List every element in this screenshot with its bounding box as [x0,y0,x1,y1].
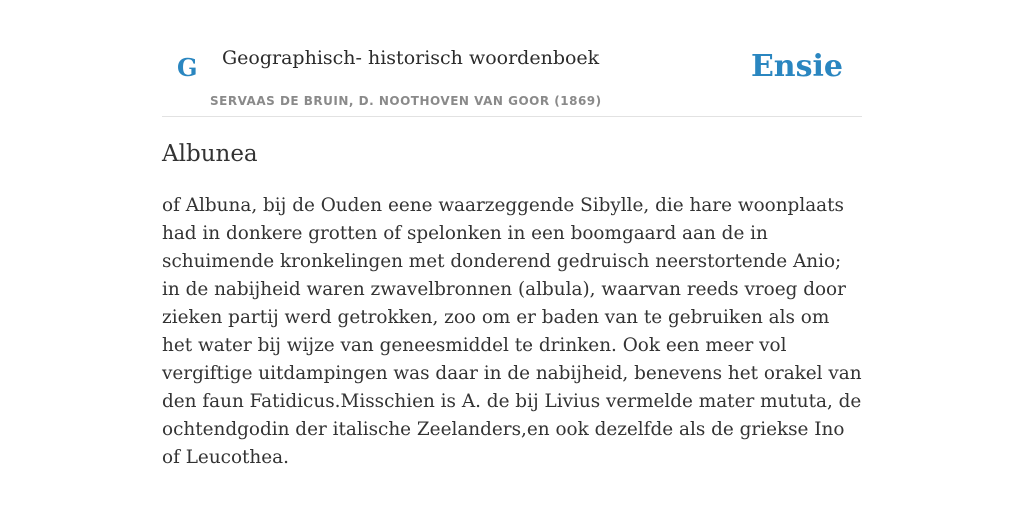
ensie-logo-link[interactable]: Ensie [750,49,843,84]
book-authors: SERVAAS DE BRUIN, D. NOOTHOVEN VAN GOOR (1869) [210,94,602,108]
book-title-link[interactable]: Geographisch- historisch woordenboek [222,47,600,69]
page [162,0,862,468]
book-header [162,0,862,117]
entry-text: of Albuna, bij de Ouden eene waarzeggende Sibylle, die hare woonplaats had in donkere grotten of spelonken in een boomgaard aan de in schuimende kronkelingen met donderend gedruisch neerstortende Anio; in de nabijheid waren zwavelbronnen (albula), waarvan reeds vroeg door zieken partij werd getrokken, zoo om er baden van te gebruiken als om het water bij wijze van geneesmiddel te drinken. Ook een meer vol vergiftige uitdampingen was daar in de nabijheid, benevens het orakel van den faun Fatidicus.Misschien is A. de bij Livius vermelde mater mututa, de ochtendgodin der italische Zeelanders,en ook dezelfde als de griekse Ino of Leucothea. [162,195,862,468]
book-logo-letter[interactable]: G [177,53,198,82]
entry-title: Albunea [162,141,258,167]
